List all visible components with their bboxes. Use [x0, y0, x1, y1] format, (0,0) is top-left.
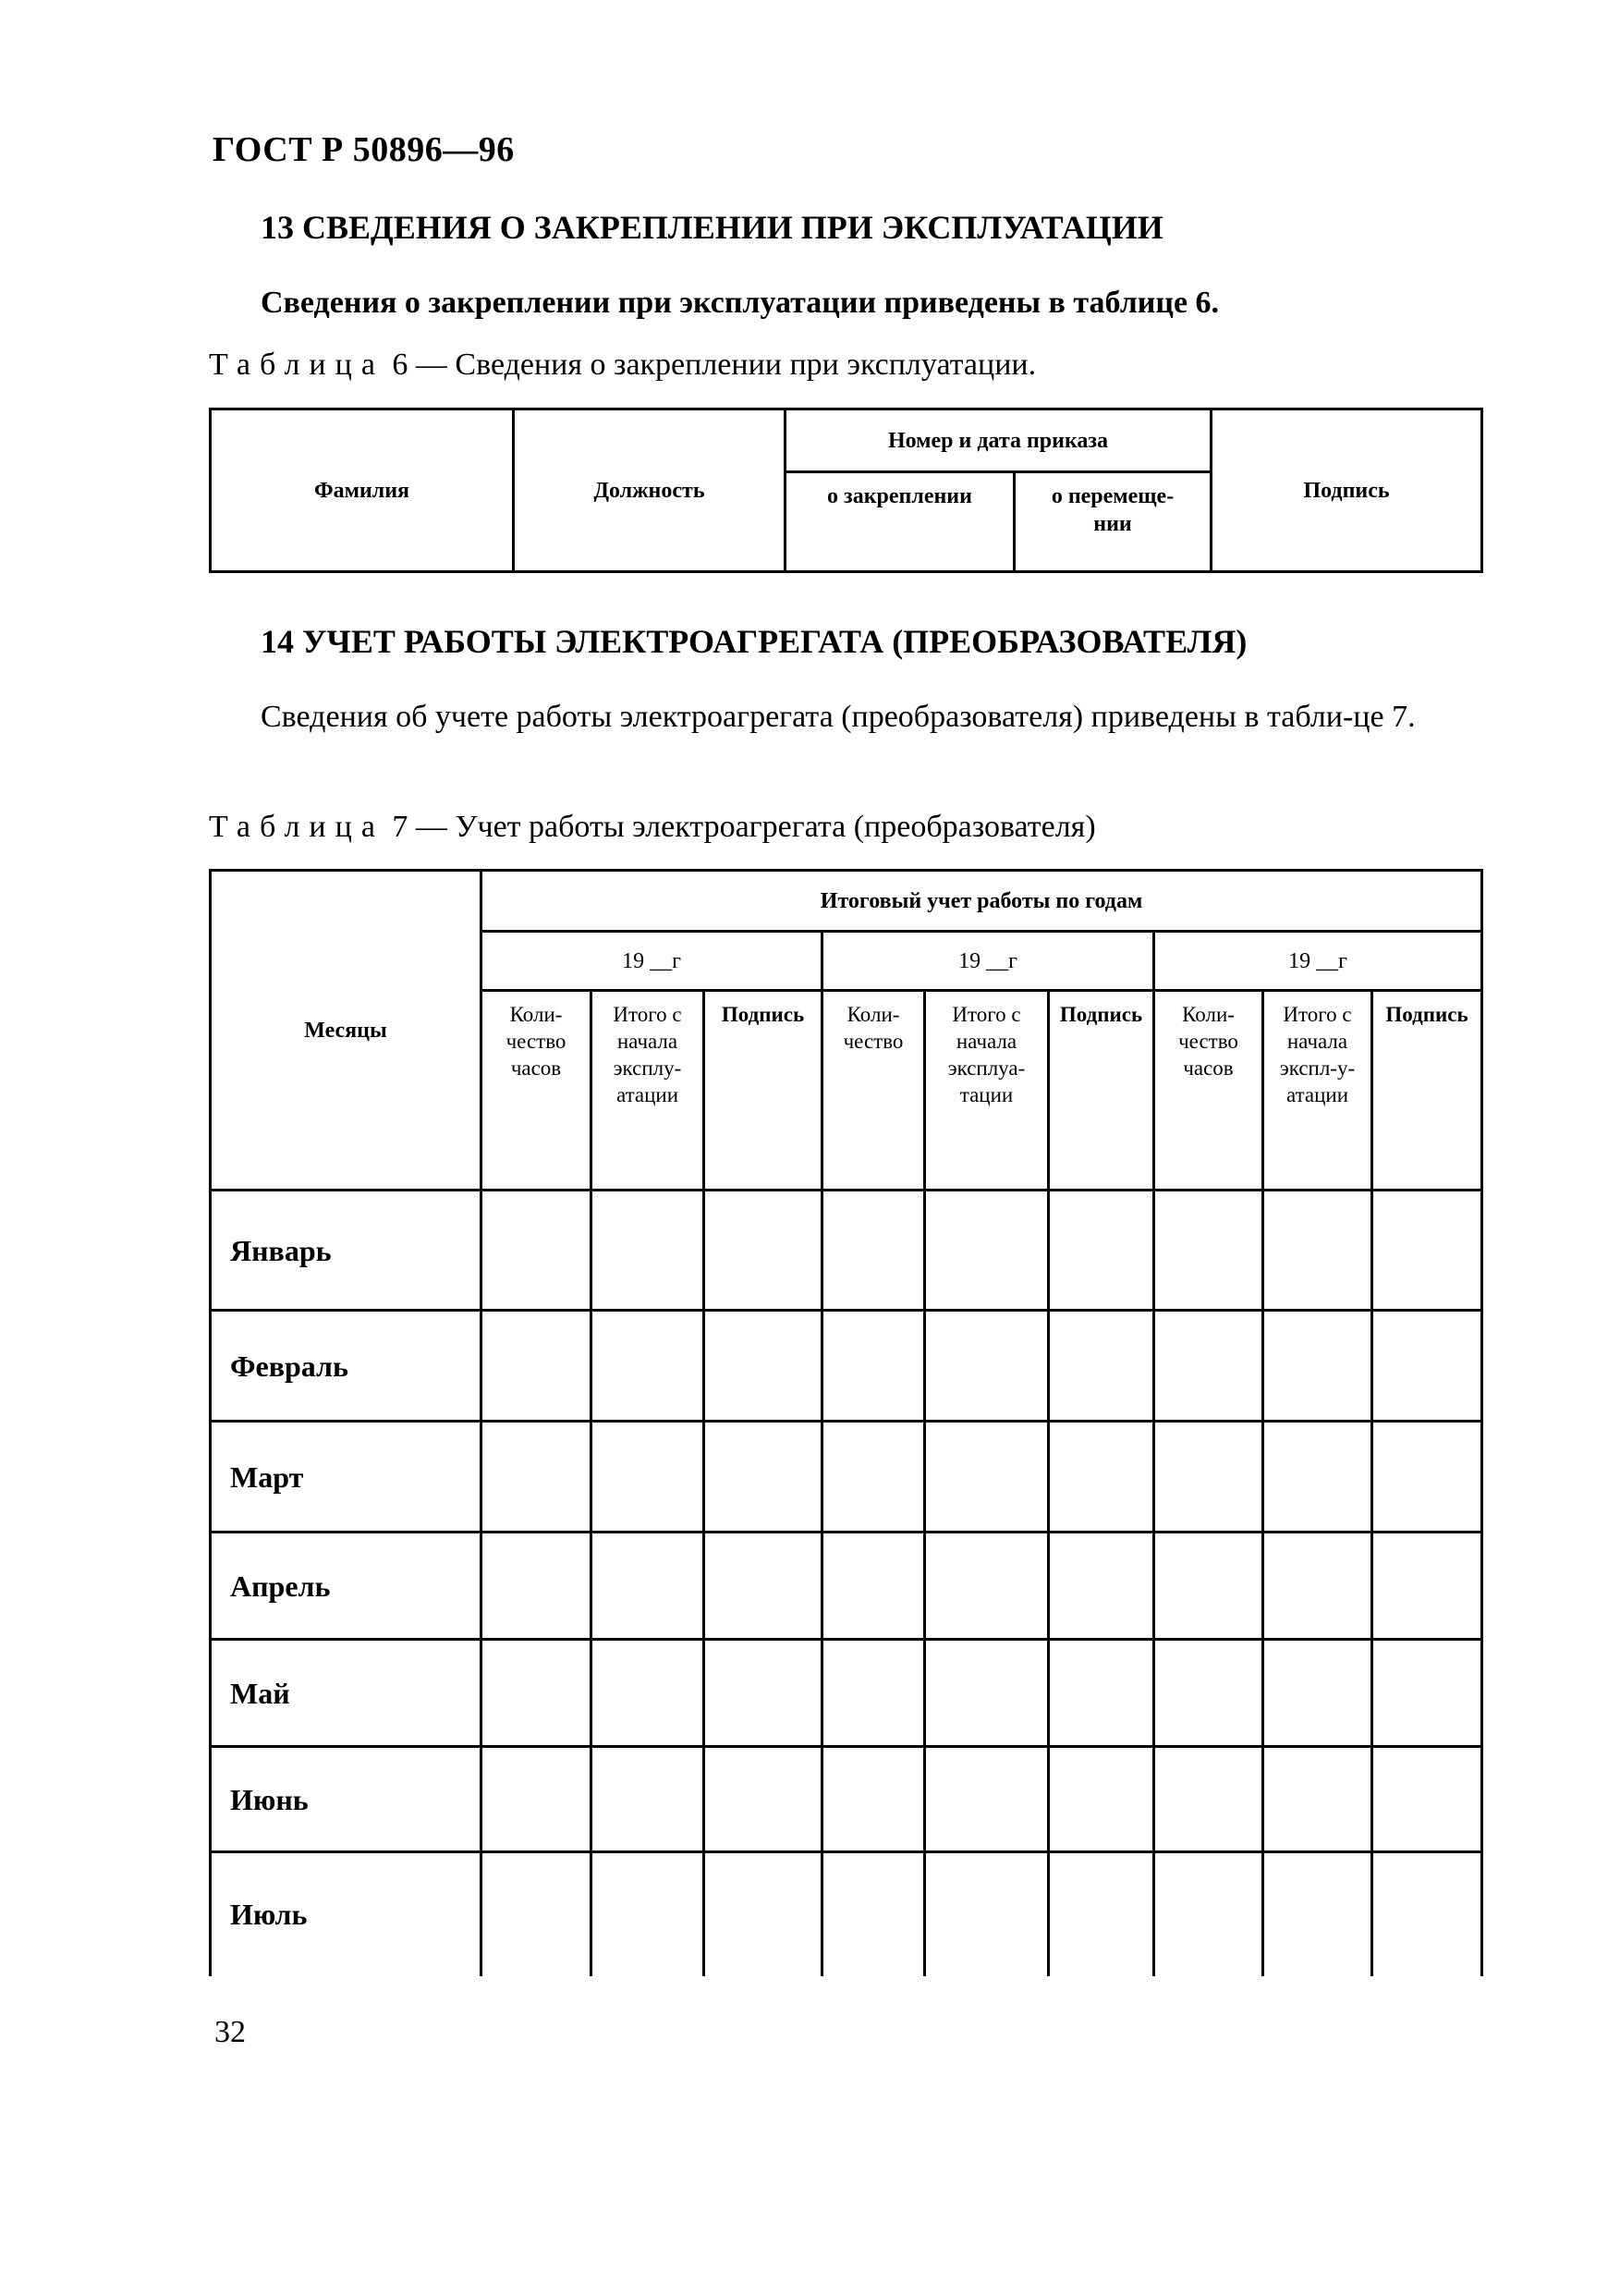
table-7-sub-hours-3: Коли- чество часов [1154, 991, 1263, 1191]
table-cell [925, 1852, 1049, 1976]
table-cell [925, 1311, 1049, 1422]
table-cell [1154, 1311, 1263, 1422]
table-cell [481, 1422, 591, 1533]
table-cell [591, 1533, 704, 1640]
table-6-header-position: Должность [514, 409, 786, 572]
table-7-caption [209, 810, 1096, 845]
page-number: 32 [214, 2015, 246, 2049]
document-code: ГОСТ Р 50896—96 [213, 130, 515, 169]
table-cell [925, 1191, 1049, 1311]
table-7-sub-sign-1: Подпись [704, 991, 822, 1191]
table-7-year-2: 19 __г [822, 932, 1154, 991]
table-7-sub-hours-2: Коли- чество [822, 991, 925, 1191]
table-cell [925, 1640, 1049, 1747]
table-cell [1372, 1533, 1482, 1640]
table-row [211, 1422, 1482, 1533]
table-cell [1049, 1191, 1154, 1311]
table-cell [704, 1747, 822, 1852]
table-cell [1049, 1747, 1154, 1852]
table-cell [925, 1422, 1049, 1533]
table-7-year-3: 19 __г [1154, 932, 1482, 991]
table-cell [481, 1311, 591, 1422]
table-cell [822, 1422, 925, 1533]
table-7-year-1: 19 __г [481, 932, 822, 991]
table-cell [925, 1533, 1049, 1640]
table-6-header-order-transfer: о перемеще- нии [1015, 472, 1212, 572]
table-row [211, 1533, 1482, 1640]
table-7-sub-total-3: Итого с начала экспл-у- атации [1263, 991, 1372, 1191]
table-cell [1263, 1747, 1372, 1852]
table-cell [1049, 1422, 1154, 1533]
table-cell [704, 1533, 822, 1640]
table-cell [591, 1422, 704, 1533]
table-7-month: Апрель [211, 1533, 481, 1640]
table-7-month: Март [211, 1422, 481, 1533]
table-7-month: Май [211, 1640, 481, 1747]
table-cell [1263, 1533, 1372, 1640]
table-7-month: Февраль [211, 1311, 481, 1422]
table-cell [481, 1533, 591, 1640]
table-7-sub-sign-2: Подпись [1049, 991, 1154, 1191]
table-cell [704, 1191, 822, 1311]
table-cell [1372, 1422, 1482, 1533]
table-cell [822, 1852, 925, 1976]
table-cell [925, 1747, 1049, 1852]
table-cell [591, 1191, 704, 1311]
table-cell [1049, 1311, 1154, 1422]
section-14-heading: 14 УЧЕТ РАБОТЫ ЭЛЕКТРОАГРЕГАТА (ПРЕОБРАЗОВАТЕЛЯ) [261, 623, 1248, 660]
table-cell [1049, 1852, 1154, 1976]
table-cell [822, 1533, 925, 1640]
table-cell [1372, 1311, 1482, 1422]
table-cell [1154, 1747, 1263, 1852]
table-cell [591, 1852, 704, 1976]
table-7-month: Июнь [211, 1747, 481, 1852]
section-13-heading: 13 СВЕДЕНИЯ О ЗАКРЕПЛЕНИИ ПРИ ЭКСПЛУАТАЦИИ [261, 209, 1163, 246]
table-cell [481, 1640, 591, 1747]
table-7-month: Июль [211, 1852, 481, 1976]
table-row [211, 1640, 1482, 1747]
table-row [211, 1852, 1482, 1976]
table-7-sub-total-1: Итого с начала эксплу- атации [591, 991, 704, 1191]
table-cell [704, 1422, 822, 1533]
table-cell [1049, 1640, 1154, 1747]
table-cell [822, 1640, 925, 1747]
table-cell [1372, 1852, 1482, 1976]
table-row [211, 1191, 1482, 1311]
table-cell [1263, 1311, 1372, 1422]
table-cell [591, 1747, 704, 1852]
table-cell [822, 1191, 925, 1311]
table-7-sub-hours-1: Коли- чество часов [481, 991, 591, 1191]
table-6-caption-text: 6 — Сведения о закреплении при эксплуатации. [392, 348, 1037, 382]
table-cell [481, 1747, 591, 1852]
table-7 [209, 869, 1483, 1976]
table-cell [822, 1747, 925, 1852]
table-cell [1154, 1422, 1263, 1533]
table-7-caption-word: Таблица [209, 810, 384, 844]
table-7-header-months: Месяцы [211, 871, 481, 1191]
table-cell [481, 1191, 591, 1311]
table-cell [1263, 1191, 1372, 1311]
table-cell [591, 1311, 704, 1422]
table-7-header-total: Итоговый учет работы по годам [481, 871, 1482, 932]
table-cell [1372, 1640, 1482, 1747]
table-6-header-signature: Подпись [1212, 409, 1482, 572]
table-cell [822, 1311, 925, 1422]
table-7-month: Январь [211, 1191, 481, 1311]
table-7-sub-sign-3: Подпись [1372, 991, 1482, 1191]
table-7-sub-total-2: Итого с начала эксплуа- тации [925, 991, 1049, 1191]
table-cell [1154, 1191, 1263, 1311]
table-cell [1154, 1852, 1263, 1976]
table-6-header-order-assign: о закреплении [786, 472, 1015, 572]
table-7-caption-text: 7 — Учет работы электроагрегата (преобразователя) [392, 810, 1096, 844]
table-6-header-surname: Фамилия [211, 409, 514, 572]
table-cell [481, 1852, 591, 1976]
table-cell [1049, 1533, 1154, 1640]
table-cell [591, 1640, 704, 1747]
table-row [211, 1747, 1482, 1852]
table-cell [1263, 1640, 1372, 1747]
table-cell [1154, 1533, 1263, 1640]
table-cell [1263, 1852, 1372, 1976]
table-cell [704, 1640, 822, 1747]
table-cell [1154, 1640, 1263, 1747]
table-cell [1263, 1422, 1372, 1533]
table-cell [704, 1852, 822, 1976]
table-cell [1372, 1747, 1482, 1852]
table-6-header-order: Номер и дата приказа [786, 409, 1212, 472]
section-14-paragraph: Сведения об учете работы электроагрегата (преобразователя) приведены в табли-це 7. [261, 700, 1416, 734]
table-6-caption-word: Таблица [209, 348, 384, 382]
table-6-caption [209, 348, 1036, 383]
section-13-paragraph: Сведения о закреплении при эксплуатации приведены в таблице 6. [261, 286, 1220, 320]
table-cell [1372, 1191, 1482, 1311]
table-cell [704, 1311, 822, 1422]
table-row [211, 1311, 1482, 1422]
table-6 [209, 408, 1483, 573]
